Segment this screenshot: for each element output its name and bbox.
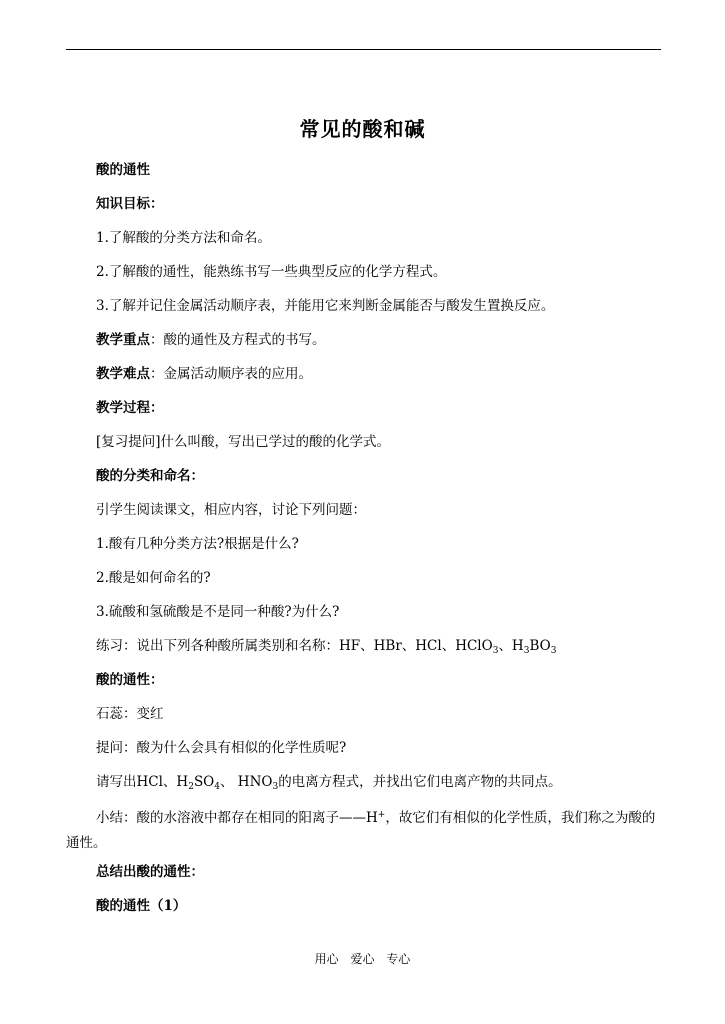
subscript: 3 bbox=[272, 782, 279, 792]
section-heading: 酸的分类和命名： bbox=[96, 468, 204, 484]
key-label: 教学重点 bbox=[96, 332, 150, 348]
section-heading: 酸的通性（1） bbox=[96, 898, 187, 914]
subscript: 4 bbox=[214, 782, 220, 792]
section-heading: 知识目标： bbox=[96, 196, 164, 212]
exercise-text: BO bbox=[529, 638, 551, 654]
difficulty-line bbox=[96, 364, 312, 384]
text-line: 1.了解酸的分类方法和命名。 bbox=[96, 230, 271, 246]
section-heading: 酸的通性： bbox=[96, 672, 164, 688]
ionization-text: 请写出HCl、H bbox=[96, 774, 189, 790]
header-rule bbox=[66, 49, 661, 50]
subscript: 3 bbox=[523, 646, 530, 656]
superscript: + bbox=[377, 810, 386, 820]
difficulty-label: 教学难点 bbox=[96, 366, 150, 382]
exercise-line bbox=[96, 636, 556, 656]
ionization-text: 、 HNO bbox=[220, 774, 273, 790]
summary-text: ，故它们有相似的化学性质，我们称之为酸的通性。 bbox=[66, 810, 656, 851]
subscript: 2 bbox=[188, 782, 194, 792]
section-heading: 教学过程： bbox=[96, 400, 164, 416]
summary-paragraph bbox=[66, 806, 666, 856]
subscript: 3 bbox=[550, 646, 557, 656]
ionization-text: 的电离方程式，并找出它们电离产物的共同点。 bbox=[278, 774, 562, 790]
section-heading: 总结出酸的通性： bbox=[96, 864, 204, 880]
key-text: ：酸的通性及方程式的书写。 bbox=[150, 332, 326, 348]
page-footer: 用心 爱心 专心 bbox=[314, 952, 411, 966]
page-title: 常见的酸和碱 bbox=[299, 117, 426, 141]
text-line: 石蕊：变红 bbox=[96, 706, 164, 722]
difficulty-text: ：金属活动顺序表的应用。 bbox=[150, 366, 312, 382]
text-line: 1.酸有几种分类方法?根据是什么? bbox=[96, 536, 299, 552]
ionization-text: SO bbox=[193, 774, 215, 790]
subscript: 3 bbox=[492, 646, 499, 656]
text-line: 2.酸是如何命名的? bbox=[96, 570, 211, 586]
key-points-line bbox=[96, 330, 326, 350]
text-line: 提问：酸为什么会具有相似的化学性质呢? bbox=[96, 740, 347, 756]
text-line: 3.硫酸和氢硫酸是不是同一种酸?为什么? bbox=[96, 604, 340, 620]
exercise-text: 练习：说出下列各种酸所属类别和名称：HF、HBr、HCl、HClO bbox=[96, 638, 493, 654]
exercise-text: 、H bbox=[498, 638, 524, 654]
summary-text: 小结：酸的水溶液中都存在相同的阳离子——H bbox=[96, 810, 378, 826]
text-line: 2.了解酸的通性，能熟练书写一些典型反应的化学方程式。 bbox=[96, 264, 447, 280]
section-heading: 酸的通性 bbox=[96, 162, 150, 178]
text-line: [复习提问]什么叫酸，写出已学过的酸的化学式。 bbox=[96, 434, 391, 450]
text-line: 引学生阅读课文，相应内容，讨论下列问题： bbox=[96, 502, 366, 518]
ionization-line bbox=[96, 772, 562, 792]
text-line: 3.了解并记住金属活动顺序表，并能用它来判断金属能否与酸发生置换反应。 bbox=[96, 298, 555, 314]
